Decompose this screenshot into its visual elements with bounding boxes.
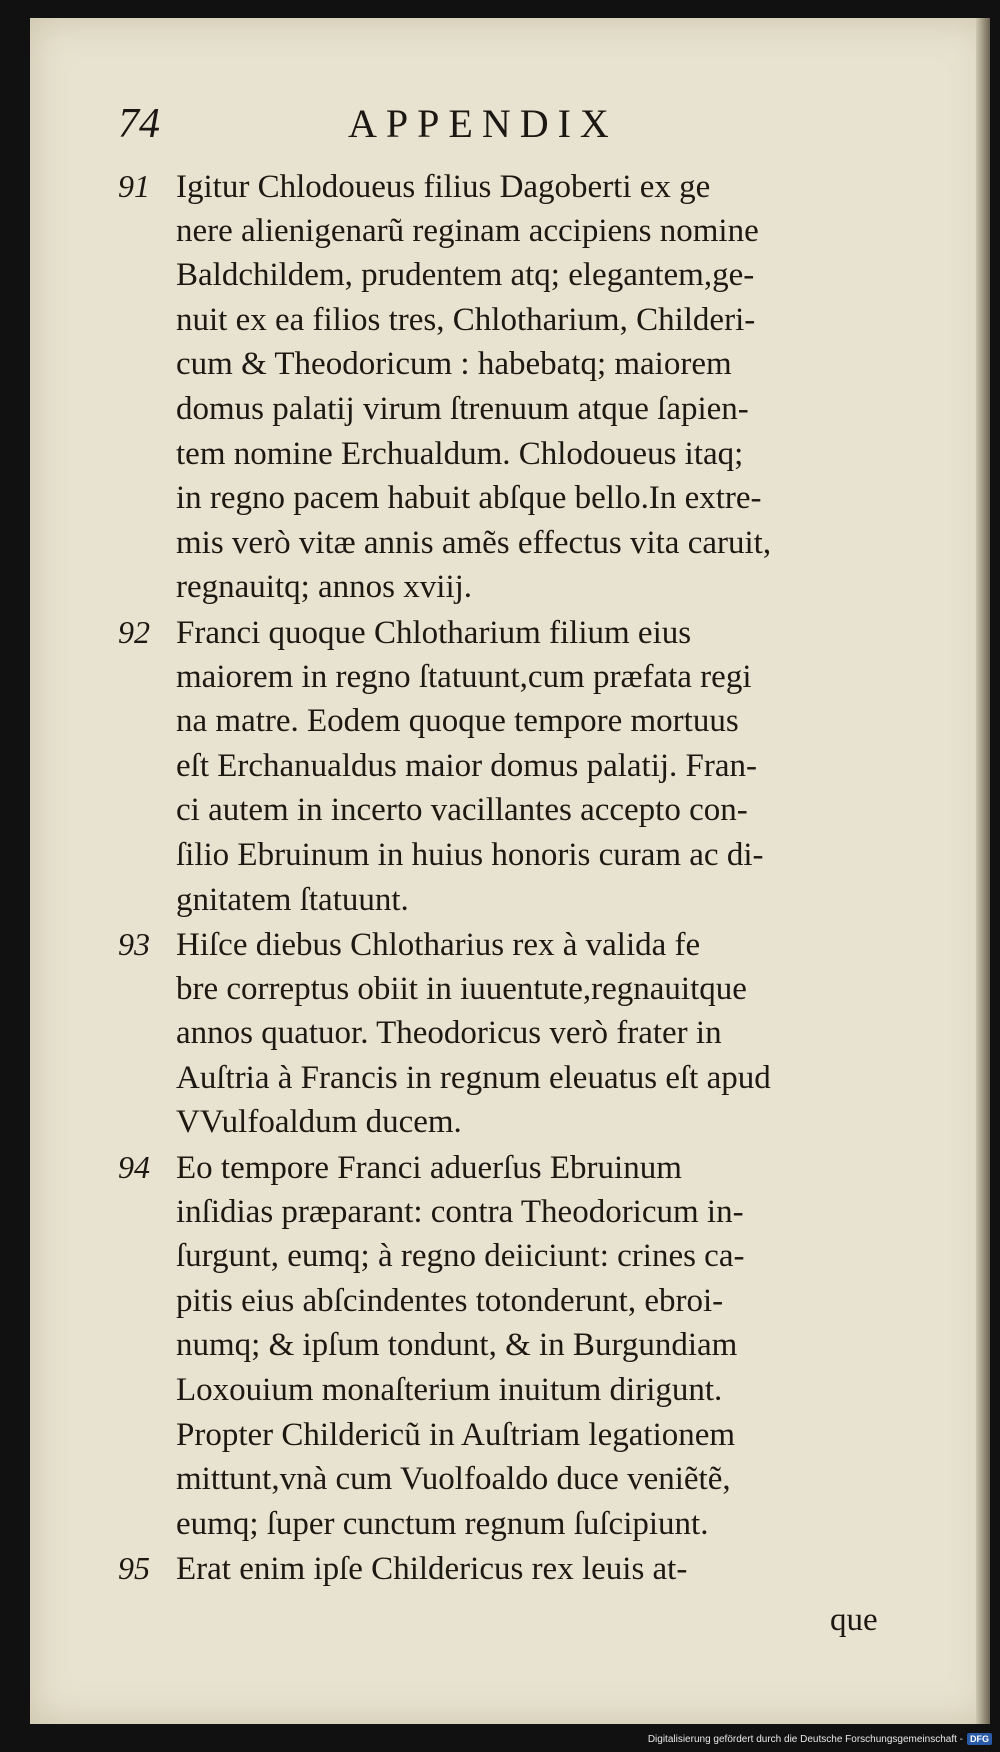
line-text: Franci quoque Chlotharium filium eius <box>176 614 692 651</box>
book-page <box>30 18 990 1724</box>
paragraph-number: 91 <box>118 168 150 204</box>
text-line <box>118 1546 908 1591</box>
digitization-credit <box>648 1730 992 1748</box>
line-text: regnauitq; annos xviij. <box>176 569 473 606</box>
line-text: eumq; ſuper cunctum regnum ſuſcipiunt. <box>176 1505 709 1542</box>
line-text: inſidias præparant: contra Theodoricum in- <box>176 1193 744 1230</box>
text-line <box>118 1234 908 1279</box>
text-line <box>118 565 908 610</box>
paragraph-number: 93 <box>118 926 150 963</box>
text-line <box>118 1190 908 1235</box>
line-text: eſt Erchanualdus maior domus palatij. Fran- <box>176 747 758 784</box>
line-text: Erat enim ipſe Childericus rex leuis at- <box>176 1551 688 1588</box>
text-line <box>118 967 908 1012</box>
line-text: cum & Theodoricum : habebatq; maiorem <box>176 346 732 383</box>
text-line <box>118 788 908 833</box>
line-text: gnitatem ſtatuunt. <box>176 881 409 918</box>
line-text: ſurgunt, eumq; à regno deiiciunt: crines ca- <box>176 1238 745 1275</box>
line-text: maiorem in regno ſtatuunt,cum præfata regi <box>176 658 752 695</box>
line-text: tem nomine Erchualdum. Chlodoueus itaq; <box>176 435 744 472</box>
page-number: 74 <box>118 101 160 147</box>
line-text: VVulfoaldum ducem. <box>176 1104 462 1141</box>
text-line <box>118 298 908 343</box>
text-line <box>118 1100 908 1145</box>
text-line <box>118 699 908 744</box>
line-text: ci autem in incerto vacillantes accepto con- <box>176 792 748 829</box>
page-spine-shadow <box>976 18 990 1724</box>
line-text: Auſtria à Francis in regnum eleuatus eſt apud <box>176 1059 771 1096</box>
line-text: mittunt,vnà cum Vuolfoaldo duce veniẽtẽ, <box>176 1461 731 1498</box>
line-text: mis verò vitæ annis amẽs effectus vita caruit, <box>176 524 772 561</box>
paragraph-number: 95 <box>118 1550 150 1587</box>
line-text: Hiſce diebus Chlotharius rex à valida fe <box>176 927 701 964</box>
line-text: Loxouium monaſterium inuitum dirigunt. <box>176 1372 723 1409</box>
page-header <box>118 100 898 160</box>
text-line <box>118 1279 908 1324</box>
catchword: que <box>830 1602 878 1638</box>
text-line <box>118 1368 908 1413</box>
line-text: nere alienigenarũ reginam accipiens nomine <box>176 212 759 249</box>
text-line <box>118 878 908 923</box>
text-line <box>118 610 908 655</box>
line-text: pitis eius abſcindentes totonderunt, ebroi- <box>176 1282 724 1319</box>
text-line <box>118 342 908 387</box>
text-line <box>118 1413 908 1458</box>
text-line <box>118 164 908 209</box>
text-line <box>118 744 908 789</box>
text-block <box>118 164 908 1591</box>
line-text: bre correptus obiit in iuuentute,regnauitque <box>176 970 747 1007</box>
running-head: APPENDIX <box>348 101 618 146</box>
text-line <box>118 1323 908 1368</box>
line-text: na matre. Eodem quoque tempore mortuus <box>176 703 739 740</box>
dfg-logo-icon: DFG <box>967 1733 992 1745</box>
text-line <box>118 1502 908 1547</box>
line-text: Propter Childericũ in Auſtriam legationem <box>176 1416 736 1453</box>
line-text: nuit ex ea filios tres, Chlotharium, Childeri- <box>176 301 756 338</box>
text-line <box>118 1056 908 1101</box>
line-text: ſilio Ebruinum in huius honoris curam ac di- <box>176 836 764 873</box>
text-line <box>118 1145 908 1190</box>
line-text: domus palatij virum ſtrenuum atque ſapien- <box>176 390 749 427</box>
line-text: Baldchildem, prudentem atq; elegantem,ge- <box>176 257 755 294</box>
text-line <box>118 1457 908 1502</box>
text-line <box>118 655 908 700</box>
paragraph-number: 92 <box>118 613 150 650</box>
text-line <box>118 922 908 967</box>
line-text: Igitur Chlodoueus filius Dagoberti ex ge <box>176 169 711 205</box>
text-line <box>118 253 908 298</box>
text-line <box>118 833 908 878</box>
line-text: numq; & ipſum tondunt, & in Burgundiam <box>176 1327 738 1364</box>
line-text: Eo tempore Franci aduerſus Ebruinum <box>176 1150 682 1187</box>
text-line <box>118 432 908 477</box>
text-line <box>118 387 908 432</box>
text-line <box>118 476 908 521</box>
credit-text: Digitalisierung gefördert durch die Deutsche Forschungsgemeinschaft - <box>647 1733 963 1745</box>
text-line <box>118 1011 908 1056</box>
line-text: annos quatuor. Theodoricus verò frater in <box>176 1015 722 1052</box>
paragraph-number: 94 <box>118 1149 150 1186</box>
line-text: in regno pacem habuit abſque bello.In extre- <box>176 480 762 517</box>
text-line <box>118 521 908 566</box>
text-line <box>118 209 908 254</box>
